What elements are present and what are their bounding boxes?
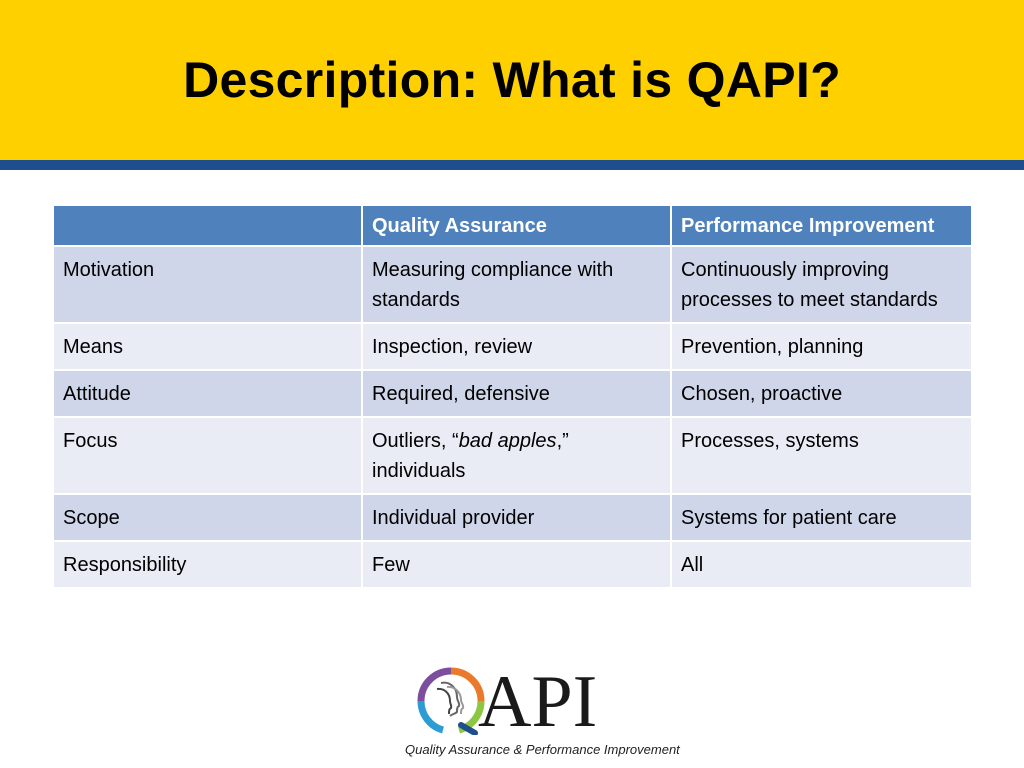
column-header-performance-improvement: Performance Improvement	[671, 205, 972, 246]
row-label: Means	[53, 323, 362, 370]
pi-cell: Systems for patient care	[671, 494, 972, 541]
pi-cell: Continuously improving processes to meet standards	[671, 246, 972, 323]
qa-text-prefix: Outliers, “	[372, 430, 459, 452]
row-label: Motivation	[53, 246, 362, 323]
table-row	[53, 370, 972, 417]
pi-cell: Chosen, proactive	[671, 370, 972, 417]
title-banner	[0, 0, 1024, 160]
page-title: Description: What is QAPI?	[183, 52, 841, 108]
pi-cell: Processes, systems	[671, 417, 972, 494]
logo-letters: API	[478, 661, 598, 743]
qa-cell: Required, defensive	[362, 370, 671, 417]
table-row	[53, 541, 972, 588]
table-row	[53, 494, 972, 541]
qa-cell: Measuring compliance with standards	[362, 246, 671, 323]
table-row	[53, 323, 972, 370]
row-label: Focus	[53, 417, 362, 494]
qa-cell: Few	[362, 541, 671, 588]
comparison-table	[52, 204, 973, 589]
qa-text-italic: bad apples	[458, 430, 557, 452]
title-stripe	[0, 160, 1024, 170]
column-header-empty	[53, 205, 362, 246]
qa-cell	[362, 417, 671, 494]
qa-cell: Inspection, review	[362, 323, 671, 370]
row-label: Scope	[53, 494, 362, 541]
qa-cell: Individual provider	[362, 494, 671, 541]
table-header-row	[53, 205, 972, 246]
qa-text-suffix: ,” individuals	[372, 430, 569, 482]
row-label: Attitude	[53, 370, 362, 417]
table-row	[53, 417, 972, 494]
qapi-logo	[400, 660, 680, 760]
pi-cell: All	[671, 541, 972, 588]
row-label: Responsibility	[53, 541, 362, 588]
column-header-quality-assurance: Quality Assurance	[362, 205, 671, 246]
table-row	[53, 246, 972, 323]
q-ring-faces-icon	[417, 667, 485, 735]
logo-tagline: Quality Assurance & Performance Improvement	[405, 742, 680, 757]
pi-cell: Prevention, planning	[671, 323, 972, 370]
